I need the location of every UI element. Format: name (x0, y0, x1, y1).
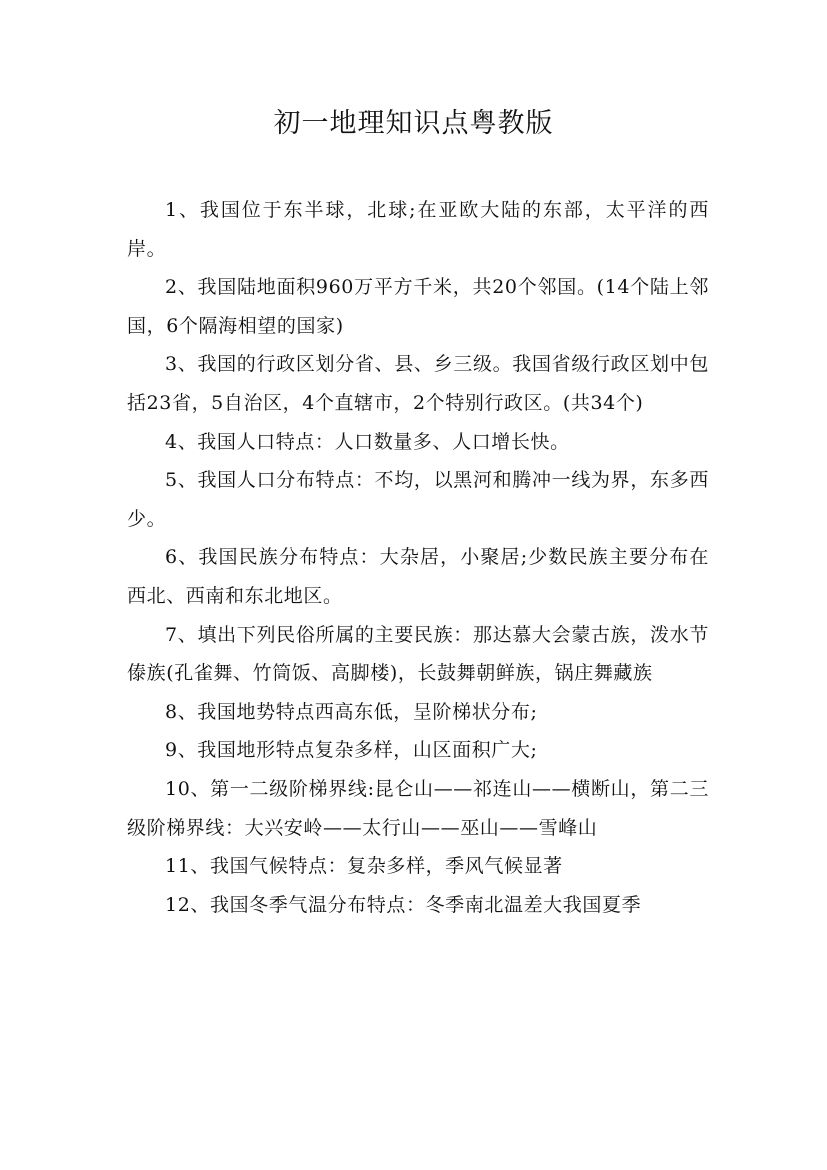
document-title: 初一地理知识点粤教版 (273, 108, 554, 139)
paragraph-7: 7、填出下列民俗所属的主要民族：那达慕大会蒙古族，泼水节傣族(孔雀舞、竹筒饭、高脚楼)，长鼓舞朝鲜族，锅庄舞藏族 (127, 623, 709, 685)
paragraph-10: 10、第一二级阶梯界线:昆仑山——祁连山——横断山，第二三级阶梯界线：大兴安岭——太行山——巫山——雪峰山 (127, 777, 709, 839)
paragraph-2: 2、我国陆地面积960万平方千米，共20个邻国。(14个陆上邻国，6个隔海相望的国家) (127, 276, 709, 337)
paragraph-1: 1、我国位于东半球，北球;在亚欧大陆的东部，太平洋的西岸。 (127, 199, 709, 260)
paragraph-8: 8、我国地势特点西高东低，呈阶梯状分布; (165, 700, 538, 723)
paragraph-5: 5、我国人口分布特点：不均，以黑河和腾冲一线为界，东多西少。 (127, 469, 709, 530)
paragraph-4: 4、我国人口特点：人口数量多、人口增长快。 (165, 430, 570, 453)
paragraph-12: 12、我国冬季气温分布特点：冬季南北温差大我国夏季 (165, 893, 642, 916)
paragraph-6: 6、我国民族分布特点：大杂居，小聚居;少数民族主要分布在西北、西南和东北地区。 (127, 546, 709, 607)
document-body (127, 191, 709, 924)
paragraph-9: 9、我国地形特点复杂多样，山区面积广大; (165, 739, 538, 762)
paragraph-11: 11、我国气候特点：复杂多样，季风气候显著 (165, 855, 563, 878)
paragraph-3: 3、我国的行政区划分省、县、乡三级。我国省级行政区划中包括23省，5自治区，4个直辖市，2个特别行政区。(共34个) (127, 353, 709, 414)
